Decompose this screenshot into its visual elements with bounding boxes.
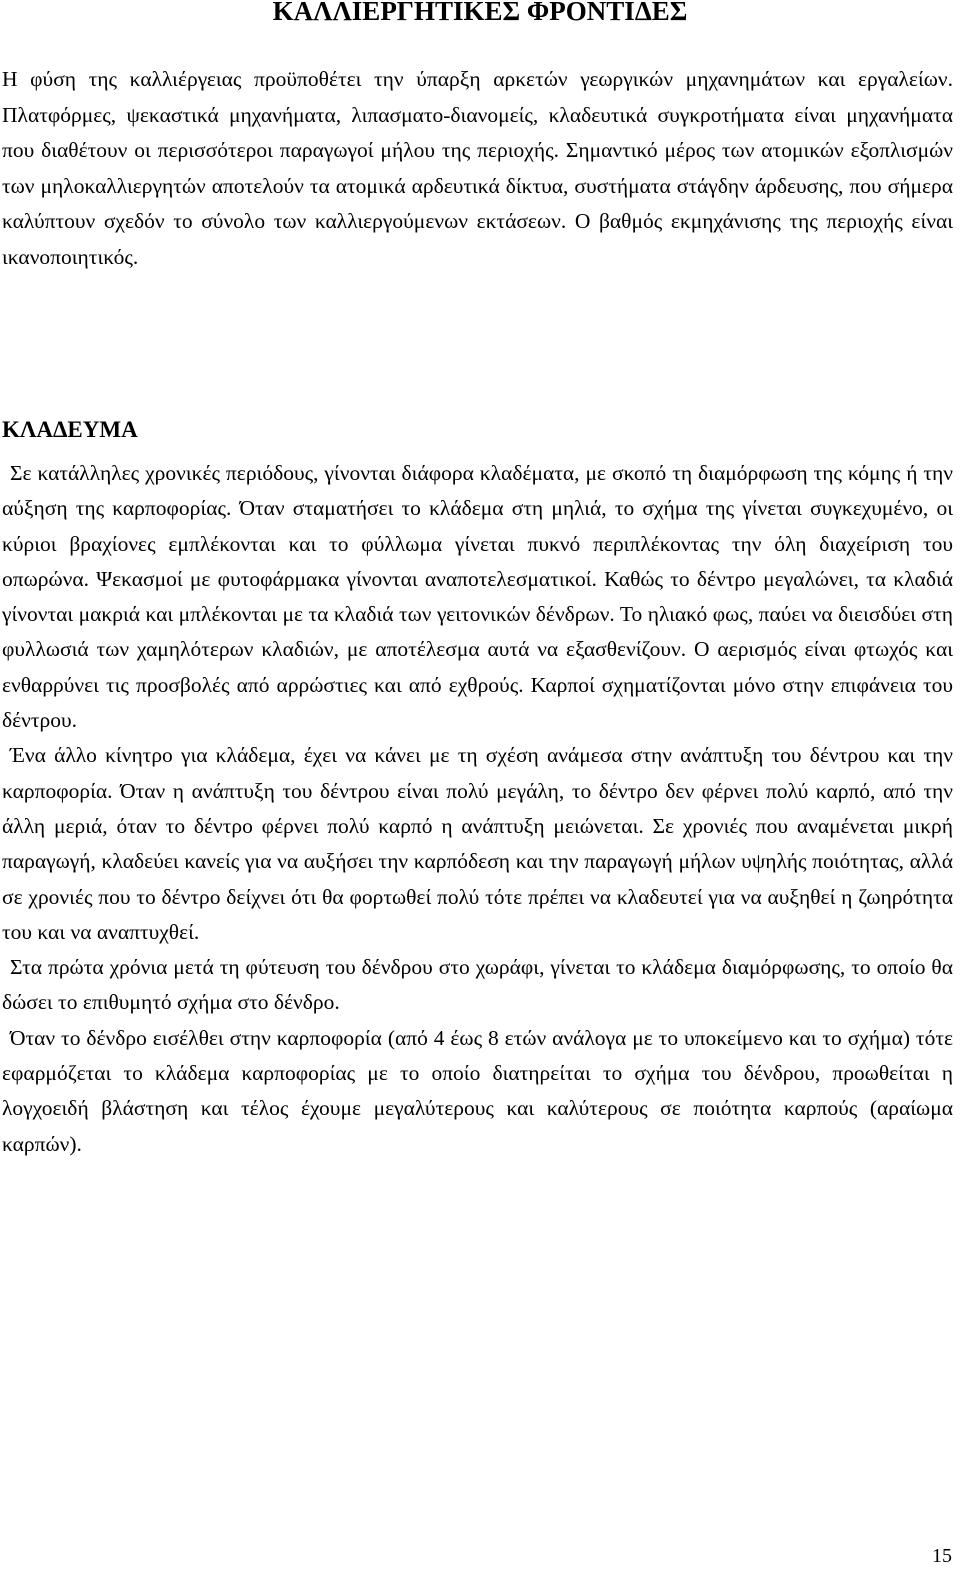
- body-paragraph: Σε κατάλληλες χρονικές περιόδους, γίνονται διάφορα κλαδέματα, με σκοπό τη διαμόρφωση της κόμης ή την αύξηση της καρποφορίας. Όταν σταματήσει το κλάδεμα στη μηλιά, το σχήμα της γίνεται συγκεχυμένο, οι κύριοι βραχίονες εμπλέκονται και το φύλλωμα γίνεται πυκνό περιπλέκοντας την όλη διαχείριση του οπωρώνα. Ψεκασμοί με φυτοφάρμακα γίνονται αναποτελεσματικοί. Καθώς το δέντρο μεγαλώνει, τα κλαδιά γίνονται μακριά και μπλέκονται με τα κλαδιά των γειτονικών δένδρων. Το ηλιακό φως, παύει να διεισδύει στη φυλλωσιά των χαμηλότερων κλαδιών, με αποτέλεσμα αυτά να εξασθενίζουν. Ο αερισμός είναι φτωχός και ενθαρρύνει τις προσβολές από αρρώστιες και από εχθρούς. Καρποί σχηματίζονται μόνο στην επιφάνεια του δέντρου.: [2, 461, 953, 733]
- body-paragraph: Ένα άλλο κίνητρο για κλάδεμα, έχει να κάνει με τη σχέση ανάμεσα στην ανάπτυξη του δέντρου και την καρποφορία. Όταν η ανάπτυξη του δέντρου είναι πολύ μεγάλη, το δέντρο δεν φέρνει πολύ καρπό, από την άλλη μεριά, όταν το δέντρο φέρνει πολύ καρπό η ανάπτυξη μειώνεται. Σε χρονιές που αναμένεται μικρή παραγωγή, κλαδεύει κανείς για να αυξήσει την καρπόδεση και την παραγωγή μήλων υψηλής ποιότητας, αλλά σε χρονιές που το δέντρο δείχνει ότι θα φορτωθεί πολύ τότε πρέπει να κλαδευτεί για να αυξηθεί η ζωηρότητα του και να αναπτυχθεί.: [2, 743, 953, 944]
- intro-paragraph: Η φύση της καλλιέργειας προϋποθέτει την ύπαρξη αρκετών γεωργικών μηχανημάτων και εργαλείων. Πλατφόρμες, ψεκαστικά μηχανήματα, λιπασματο-διανομείς, κλαδευτικά συγκροτήματα είναι μηχανήματα που διαθέτουν οι περισσότεροι παραγωγοί μήλου της περιοχής. Σημαντικό μέρος των ατομικών εξοπλισμών των μηλοκαλλιεργητών αποτελούν τα ατομικά αρδευτικά δίκτυα, συστήματα στάγδην άρδευσης, που σήμερα καλύπτουν σχεδόν το σύνολο των καλλιεργούμενων εκτάσεων. Ο βαθμός εκμηχάνισης της περιοχής είναι ικανοποιητικός.: [2, 67, 953, 269]
- body-paragraph: Στα πρώτα χρόνια μετά τη φύτευση του δένδρου στο χωράφι, γίνεται το κλάδεμα διαμόρφωσης, το οποίο θα δώσει το επιθυμητό σχήμα στο δένδρο.: [2, 955, 953, 1015]
- pruning-section-body: [2, 456, 953, 1162]
- body-paragraph: Όταν το δένδρο εισέλθει στην καρποφορία (από 4 έως 8 ετών ανάλογα με το υποκείμενο και το σχήμα) τότε εφαρμόζεται το κλάδεμα καρποφορίας με το οποίο διατηρείται το σχήμα του δένδρου, προωθείται η λογχοειδή βλάστηση και τέλος έχουμε μεγαλύτερους και καλύτερους σε ποιότητα καρπούς (αραίωμα καρπών).: [2, 1025, 953, 1156]
- section-heading-pruning: ΚΛΑΔΕΥΜΑ: [2, 417, 138, 442]
- page-number: 15: [932, 1545, 952, 1567]
- document-title: ΚΑΛΛΙΕΡΓΗΤΙΚΕΣ ΦΡΟΝΤΙΔΕΣ: [272, 0, 688, 26]
